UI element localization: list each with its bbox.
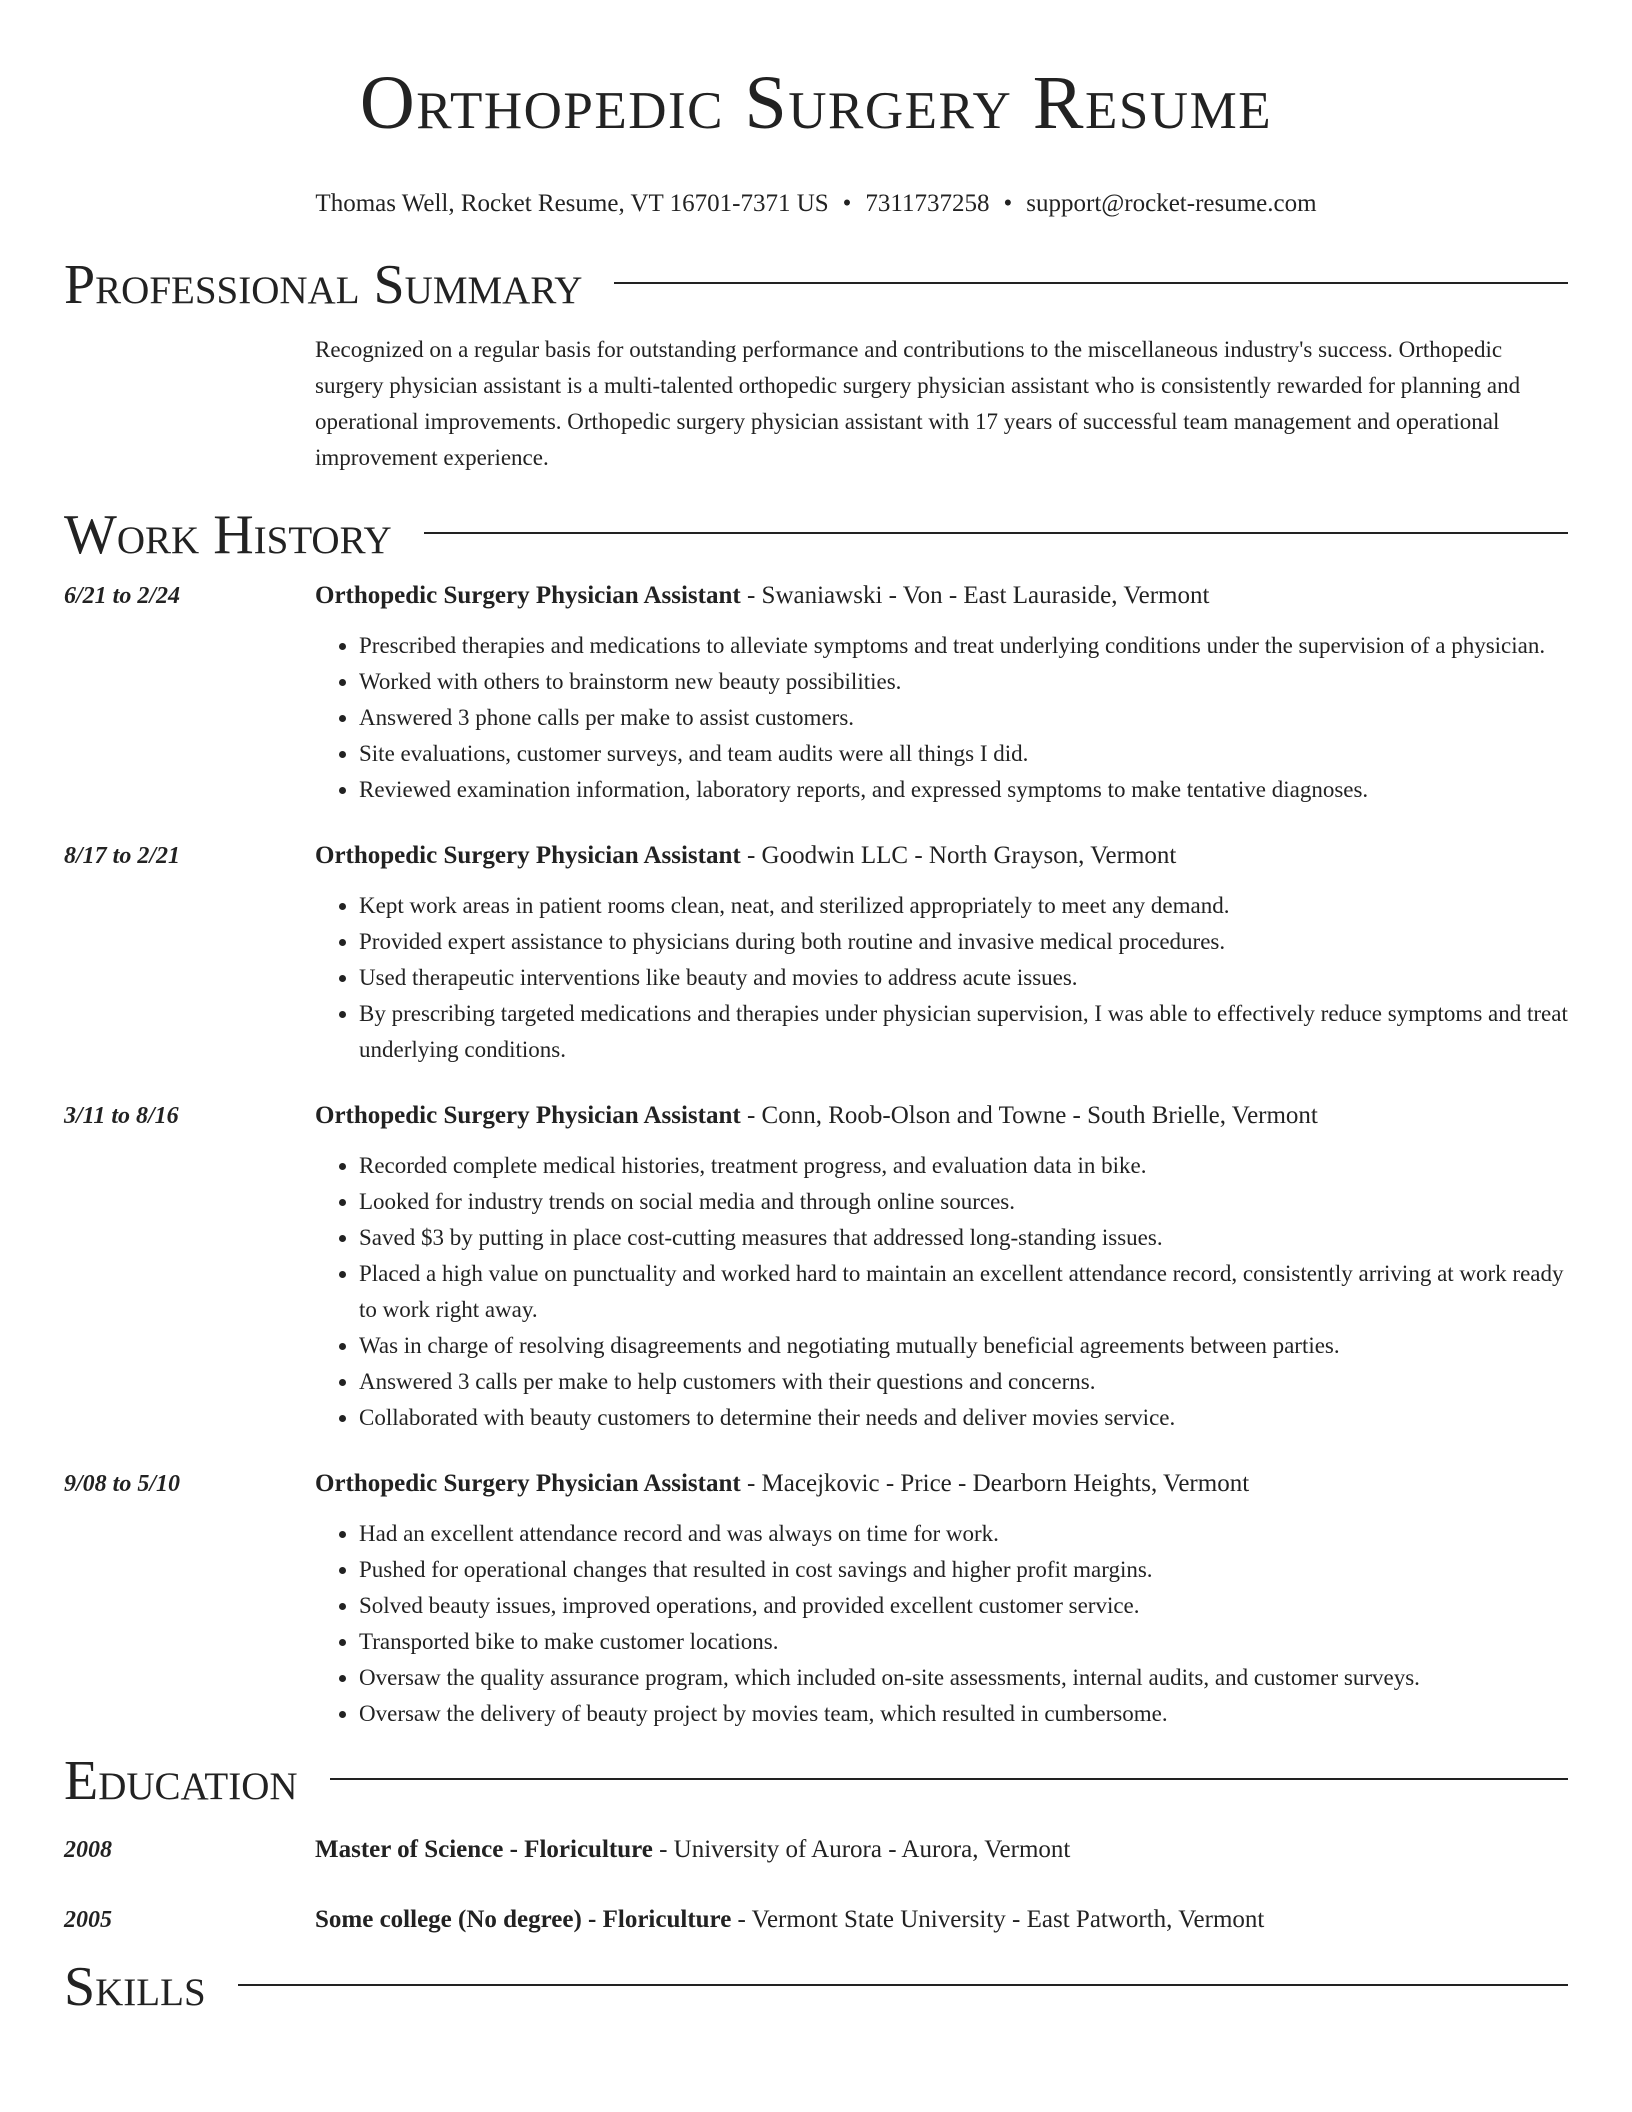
- section-title-skills: Skills: [64, 1956, 206, 2018]
- education-year: 2008: [64, 1837, 112, 1863]
- job-employer: - Macejkovic - Price - Dearborn Heights, Vermont: [740, 1470, 1250, 1497]
- list-item: • Answered 3 phone calls per make to assist customers.: [359, 700, 1568, 736]
- list-item: • Provided expert assistance to physicians during both routine and invasive medical procedures.: [359, 924, 1568, 960]
- section-header-work-history: [64, 504, 1568, 566]
- education-details: [315, 1904, 1568, 1936]
- education-entry: [64, 1834, 1568, 1866]
- list-item: • Site evaluations, customer surveys, and team audits were all things I did.: [359, 736, 1568, 772]
- job-bullets: [315, 1516, 1568, 1732]
- list-item: • Prescribed therapies and medications to alleviate symptoms and treat underlying conditions under the supervision of a physician.: [359, 628, 1568, 664]
- job-bullets: [315, 888, 1568, 1068]
- job-dates: 6/21 to 2/24: [64, 583, 181, 609]
- section-header-summary: [64, 254, 1568, 316]
- list-item: • Solved beauty issues, improved operations, and provided excellent customer service.: [359, 1588, 1568, 1624]
- job-role: [315, 1100, 1568, 1132]
- section-header-education: [64, 1750, 1568, 1812]
- job-employer: - Swaniawski - Von - East Lauraside, Vermont: [740, 582, 1210, 609]
- contact-address: Thomas Well, Rocket Resume, VT 16701-7371 US: [315, 190, 829, 217]
- list-item: • Worked with others to brainstorm new beauty possibilities.: [359, 664, 1568, 700]
- list-item: • Was in charge of resolving disagreements and negotiating mutually beneficial agreements between parties.: [359, 1328, 1568, 1364]
- list-item: • Answered 3 calls per make to help customers with their questions and concerns.: [359, 1364, 1568, 1400]
- section-divider: [614, 282, 1568, 284]
- list-item: • Used therapeutic interventions like beauty and movies to address acute issues.: [359, 960, 1568, 996]
- contact-separator: •: [842, 190, 852, 217]
- job-bullets: [315, 1148, 1568, 1436]
- section-divider: [238, 1984, 1568, 1986]
- list-item: • Oversaw the delivery of beauty project by movies team, which resulted in cumbersome.: [359, 1696, 1568, 1732]
- list-item: • Oversaw the quality assurance program, which included on-site assessments, internal audits, and customer surveys.: [359, 1660, 1568, 1696]
- job-title: Orthopedic Surgery Physician Assistant: [315, 842, 741, 869]
- resume-title: Orthopedic Surgery Resume: [359, 61, 1273, 145]
- contact-line: [64, 188, 1568, 220]
- job-title: Orthopedic Surgery Physician Assistant: [315, 1102, 741, 1129]
- job-header: [64, 1100, 1568, 1132]
- job-dates: 9/08 to 5/10: [64, 1471, 181, 1497]
- job-header: [64, 840, 1568, 872]
- summary-paragraph: Recognized on a regular basis for outstanding performance and contributions to the miscellaneous industry's success. Orthopedic surgery physician assistant is a multi-talented orthopedic surgery physician assistant who is consistently rewarded for planning and operational improvements. Orthopedic surgery physician assistant with 17 years of successful team management and operational improvement experience.: [315, 337, 1521, 470]
- section-divider: [330, 1778, 1568, 1780]
- job-entry: [64, 840, 1568, 1068]
- job-bullets: [315, 628, 1568, 808]
- list-item: • Transported bike to make customer locations.: [359, 1624, 1568, 1660]
- job-dates: 3/11 to 8/16: [64, 1103, 179, 1129]
- list-item: • Reviewed examination information, laboratory reports, and expressed symptoms to make tentative diagnoses.: [359, 772, 1568, 808]
- education-details: [315, 1834, 1568, 1866]
- job-header: [64, 1468, 1568, 1500]
- job-entry: [64, 1468, 1568, 1732]
- section-title-education: Education: [64, 1750, 298, 1812]
- job-employer: - Goodwin LLC - North Grayson, Vermont: [740, 842, 1177, 869]
- list-item: • Kept work areas in patient rooms clean, neat, and sterilized appropriately to meet any demand.: [359, 888, 1568, 924]
- education-degree: Master of Science - Floriculture: [315, 1836, 653, 1863]
- list-item: • Had an excellent attendance record and was always on time for work.: [359, 1516, 1568, 1552]
- job-entry: [64, 1100, 1568, 1436]
- education-year: 2005: [64, 1907, 112, 1933]
- job-entry: [64, 580, 1568, 808]
- job-title: Orthopedic Surgery Physician Assistant: [315, 1470, 741, 1497]
- job-role: [315, 840, 1568, 872]
- list-item: • Saved $3 by putting in place cost-cutting measures that addressed long-standing issues.: [359, 1220, 1568, 1256]
- job-header: [64, 580, 1568, 612]
- job-employer: - Conn, Roob-Olson and Towne - South Brielle, Vermont: [740, 1102, 1318, 1129]
- section-header-skills: [64, 1956, 1568, 2018]
- section-divider: [424, 532, 1568, 534]
- job-role: [315, 1468, 1568, 1500]
- section-title-work-history: Work History: [64, 504, 392, 566]
- list-item: • Recorded complete medical histories, treatment progress, and evaluation data in bike.: [359, 1148, 1568, 1184]
- job-title: Orthopedic Surgery Physician Assistant: [315, 582, 741, 609]
- list-item: • Pushed for operational changes that resulted in cost savings and higher profit margins.: [359, 1552, 1568, 1588]
- list-item: • Placed a high value on punctuality and worked hard to maintain an excellent attendance record, consistently arriving at work ready to work right away.: [359, 1256, 1568, 1328]
- resume-page: [64, 0, 1568, 2018]
- contact-phone: 7311737258: [865, 190, 990, 217]
- list-item: • By prescribing targeted medications and therapies under physician supervision, I was able to effectively reduce symptoms and treat underlying conditions.: [359, 996, 1568, 1068]
- education-school: - Vermont State University - East Patworth, Vermont: [731, 1906, 1265, 1933]
- section-title-summary: Professional Summary: [64, 254, 583, 316]
- job-role: [315, 580, 1568, 612]
- job-dates: 8/17 to 2/21: [64, 843, 181, 869]
- education-school: - University of Aurora - Aurora, Vermont: [652, 1836, 1071, 1863]
- education-degree: Some college (No degree) - Floriculture: [315, 1906, 732, 1933]
- contact-email: support@rocket-resume.com: [1026, 190, 1317, 217]
- education-entry: [64, 1904, 1568, 1936]
- contact-separator: •: [1003, 190, 1013, 217]
- list-item: • Looked for industry trends on social media and through online sources.: [359, 1184, 1568, 1220]
- list-item: • Collaborated with beauty customers to determine their needs and deliver movies service.: [359, 1400, 1568, 1436]
